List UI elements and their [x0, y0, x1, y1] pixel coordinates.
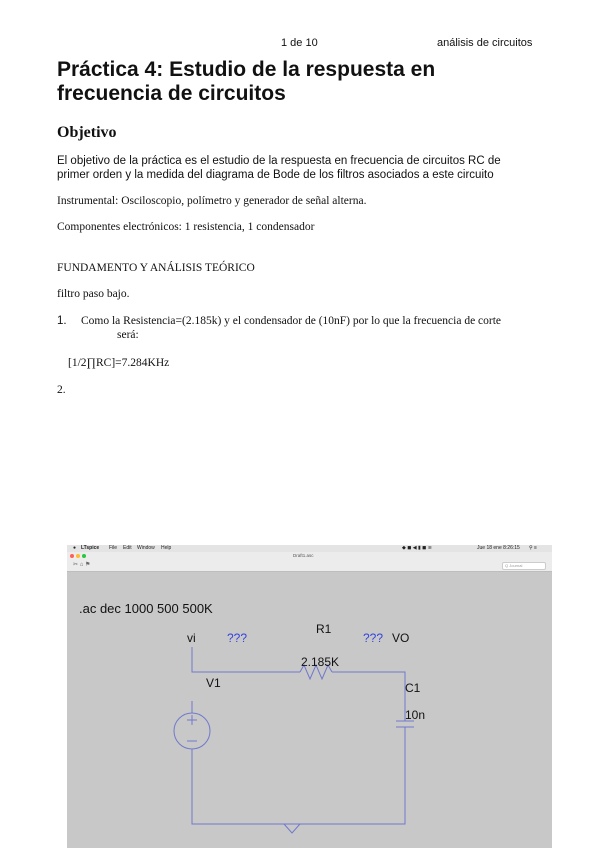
ltspice-screenshot	[67, 545, 552, 848]
resistor-name: R1	[316, 622, 332, 636]
objetivo-text: El objetivo de la práctica es el estudio de la respuesta en frecuencia de circuitos RC de primer orden y la medida del diagrama de Bode de los filtros asociados a este circuito	[57, 155, 501, 181]
menu-bar	[67, 545, 552, 552]
componentes-text: Componentes electrónicos: 1 resistencia, 1 condensador	[57, 221, 315, 233]
menu-file[interactable]: File	[109, 545, 118, 551]
search-input[interactable]: Q Journal	[502, 562, 546, 570]
section-header: análisis de circuitos	[437, 37, 533, 49]
source-name: V1	[206, 676, 221, 690]
net-label-vi: vi	[187, 631, 196, 645]
toolbar-icons[interactable]: ✂ ⌂ ⚑	[73, 562, 91, 568]
objetivo-heading: Objetivo	[57, 124, 117, 141]
formula-text: [1/2∏RC]=7.284KHz	[68, 357, 170, 369]
status-icons: ◆ ◼ ◀ ▮ ◼ ≋	[402, 545, 432, 551]
item2-number: 2.	[57, 384, 66, 396]
clock: Jue 18 ene 8:26:15	[477, 545, 520, 551]
menu-edit[interactable]: Edit	[123, 545, 132, 551]
resistor-value: 2.185K	[301, 655, 340, 669]
wire-right	[192, 727, 405, 824]
unknown-label-right: ???	[363, 631, 384, 645]
menu-help[interactable]: Help	[161, 545, 172, 551]
apple-icon: ●	[73, 545, 77, 551]
capacitor-name: C1	[405, 681, 421, 695]
wire-top-right	[332, 672, 405, 721]
item1-line2: será:	[117, 329, 139, 341]
unknown-label-left: ???	[227, 631, 248, 645]
page-number: 1 de 10	[281, 37, 318, 49]
ground-symbol	[284, 824, 300, 833]
close-icon[interactable]	[70, 554, 74, 558]
spice-directive[interactable]: .ac dec 1000 500 500K	[79, 601, 213, 616]
instrumental-text: Instrumental: Osciloscopio, polímetro y generador de señal alterna.	[57, 195, 367, 207]
minimize-icon[interactable]	[76, 554, 80, 558]
zoom-icon[interactable]	[82, 554, 86, 558]
item1-number: 1.	[57, 315, 67, 327]
menu-window[interactable]: Window	[137, 545, 155, 551]
search-icon[interactable]: ⚲ ≡	[529, 545, 537, 551]
title-bar	[67, 552, 552, 560]
window-title: Draft1.asc	[293, 553, 314, 558]
filtro-text: filtro paso bajo.	[57, 288, 130, 300]
app-name: LTspice	[81, 545, 100, 551]
capacitor-value: 10n	[405, 708, 426, 722]
net-label-vo: VO	[392, 631, 410, 645]
fundamento-heading: FUNDAMENTO Y ANÁLISIS TEÓRICO	[57, 262, 255, 274]
wire-top-left	[192, 647, 300, 672]
page-title: Práctica 4: Estudio de la respuesta en frecuencia de circuitos	[57, 58, 436, 105]
item1-line1: Como la Resistencia=(2.185k) y el condensador de (10nF) por lo que la frecuencia de corte	[81, 315, 502, 327]
